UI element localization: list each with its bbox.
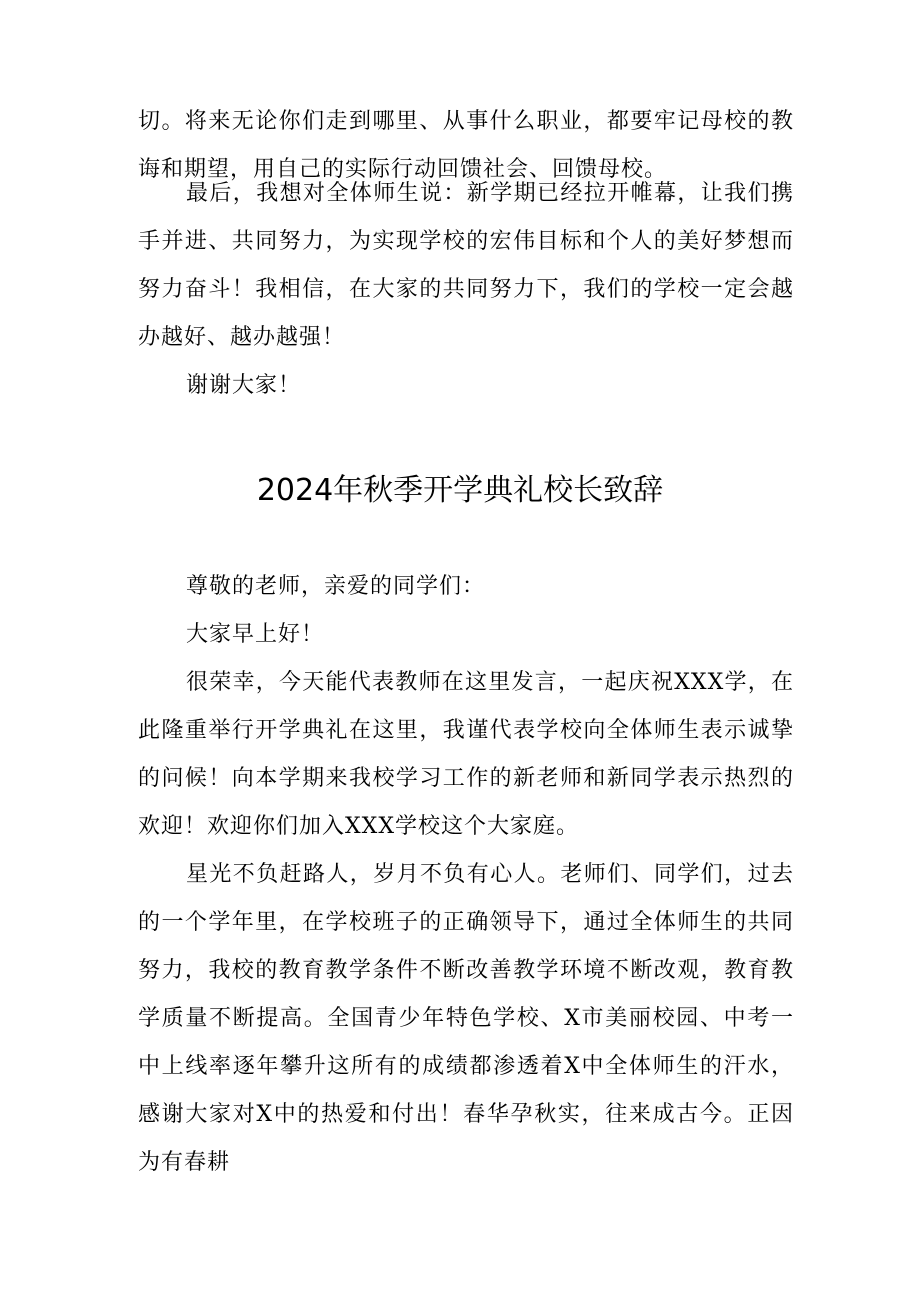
speech-paragraph-achievements: 星光不负赶路人，岁月不负有心人。老师们、同学们，过去的一个学年里，在学校班子的正确领导下，通过全体师生的共同努力，我校的教育教学条件不断改善教学环境不断改观，教育教学质量不断提高。全国青少年特色学校、X市美丽校园、中考一中上线率逐年攀升这所有的成绩都渗透着X中全体师生的汗水，感谢大家对X中的热爱和付出！春华孕秋实，往来成古今。正因为有春耕	[138, 862, 794, 1175]
speech-salutation: 大家早上好！	[186, 622, 325, 647]
speech-greeting: 尊敬的老师，亲爱的同学们：	[186, 574, 486, 599]
closing-thanks: 谢谢大家！	[186, 373, 302, 398]
closing-paragraph-final-remarks: 最后，我想对全体师生说：新学期已经拉开帷幕，让我们携手并进、共同努力，为实现学校的宏伟目标和个人的美好梦想而努力奋斗！我相信，在大家的共同努力下，我们的学校一定会越办越好、越办越强！	[138, 181, 794, 350]
closing-paragraph-continued: 切。将来无论你们走到哪里、从事什么职业，都要牢记母校的教诲和期望，用自己的实际行动回馈社会、回馈母校。	[138, 109, 794, 182]
speech-paragraph-welcome: 很荣幸，今天能代表教师在这里发言，一起庆祝XXX学，在此隆重举行开学典礼在这里，我谨代表学校向全体师生表示诚挚的问候！向本学期来我校学习工作的新老师和新同学表示热烈的欢迎！欢迎你们加入XXX学校这个大家庭。	[138, 670, 794, 839]
speech-title: 2024年秋季开学典礼校长致辞	[256, 473, 664, 508]
